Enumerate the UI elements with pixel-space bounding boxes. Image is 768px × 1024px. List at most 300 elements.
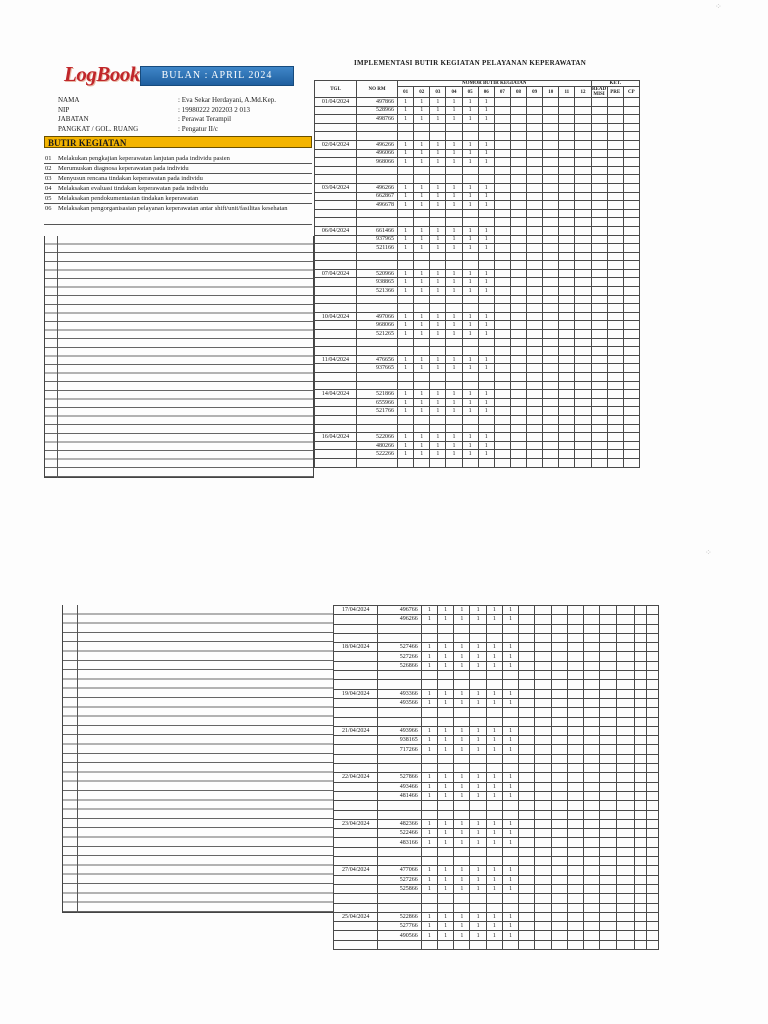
activity-mark-cell: 1 xyxy=(446,433,462,442)
table-row xyxy=(334,652,659,661)
blank-cell xyxy=(535,847,551,856)
activity-mark-cell xyxy=(600,838,616,847)
blank-cell xyxy=(494,415,510,424)
activity-mark-cell xyxy=(567,643,583,652)
activity-mark-cell xyxy=(494,192,510,201)
blank-cell xyxy=(584,847,600,856)
code-header: 08 xyxy=(510,87,526,98)
activity-mark-cell: 1 xyxy=(462,390,478,399)
ket-cell xyxy=(607,407,623,416)
blank-cell xyxy=(494,166,510,175)
ket-cell xyxy=(623,355,639,364)
activity-mark-cell: 1 xyxy=(446,407,462,416)
activity-mark-cell xyxy=(559,364,575,373)
activity-mark-cell xyxy=(494,149,510,158)
blank-row xyxy=(315,424,640,433)
activity-number: 04 xyxy=(45,185,52,192)
table-row xyxy=(334,875,659,884)
table-row xyxy=(315,433,640,442)
blank-row xyxy=(315,252,640,261)
blank-cell xyxy=(462,415,478,424)
blank-cell xyxy=(559,132,575,141)
blank-cell xyxy=(647,847,659,856)
blank-cell xyxy=(470,940,486,949)
blank-cell xyxy=(478,261,494,270)
activity-number: 02 xyxy=(45,165,52,172)
date-cell xyxy=(334,652,378,661)
blank-row xyxy=(334,847,659,856)
blank-cell xyxy=(591,166,607,175)
activity-item xyxy=(44,194,312,204)
ket-cell xyxy=(623,158,639,167)
blank-cell xyxy=(378,754,421,763)
ket-cell xyxy=(635,745,647,754)
ket-cell xyxy=(647,689,659,698)
blank-cell xyxy=(357,424,398,433)
blank-cell xyxy=(398,373,414,382)
activity-mark-cell: 1 xyxy=(414,201,430,210)
activity-mark-cell xyxy=(551,875,567,884)
activity-mark-cell xyxy=(494,390,510,399)
activity-mark-cell: 1 xyxy=(454,875,470,884)
rm-cell: 527866 xyxy=(378,773,421,782)
activity-mark-cell xyxy=(510,140,526,149)
activity-mark-cell xyxy=(510,183,526,192)
blank-cell xyxy=(398,166,414,175)
blank-cell xyxy=(519,671,535,680)
activity-mark-cell: 1 xyxy=(486,698,502,707)
code-header: 04 xyxy=(446,87,462,98)
activity-mark-cell xyxy=(600,912,616,921)
activity-mark-cell: 1 xyxy=(446,149,462,158)
rm-cell: 522266 xyxy=(357,450,398,459)
blank-cell xyxy=(378,894,421,903)
blank-cell xyxy=(510,261,526,270)
blank-cell xyxy=(623,295,639,304)
activity-mark-cell xyxy=(510,390,526,399)
table-row xyxy=(315,407,640,416)
activity-mark-cell: 1 xyxy=(437,745,453,754)
activity-mark-cell: 1 xyxy=(502,661,518,670)
activity-mark-cell xyxy=(535,643,551,652)
blank-cell xyxy=(494,132,510,141)
date-cell: 16/04/2024 xyxy=(315,433,357,442)
blank-cell xyxy=(510,381,526,390)
activity-mark-cell: 1 xyxy=(398,390,414,399)
blank-cell xyxy=(494,261,510,270)
activity-mark-cell: 1 xyxy=(437,726,453,735)
activity-mark-cell: 1 xyxy=(470,773,486,782)
blank-cell xyxy=(378,671,421,680)
ket-cell xyxy=(635,838,647,847)
activity-mark-cell xyxy=(559,450,575,459)
blank-cell xyxy=(437,903,453,912)
blank-cell xyxy=(502,764,518,773)
activity-mark-cell: 1 xyxy=(446,330,462,339)
activity-mark-cell xyxy=(510,106,526,115)
blank-cell xyxy=(357,218,398,227)
ket-cell xyxy=(623,364,639,373)
activity-mark-cell xyxy=(510,192,526,201)
blank-cell xyxy=(623,347,639,356)
blank-cell xyxy=(437,801,453,810)
blank-row xyxy=(334,903,659,912)
blank-cell xyxy=(591,373,607,382)
activity-mark-cell xyxy=(575,398,591,407)
activity-mark-cell xyxy=(494,183,510,192)
activity-mark-cell xyxy=(567,931,583,940)
activity-mark-cell: 1 xyxy=(421,791,437,800)
activity-mark-cell: 1 xyxy=(414,226,430,235)
col-tgl-header: TGL xyxy=(315,81,357,98)
activity-mark-cell: 1 xyxy=(502,773,518,782)
blank-cell xyxy=(647,717,659,726)
activity-mark-cell xyxy=(575,244,591,253)
blank-row xyxy=(315,381,640,390)
activity-table-page-1 xyxy=(314,80,640,468)
rm-cell: 493566 xyxy=(378,698,421,707)
blank-cell xyxy=(502,810,518,819)
activity-number: 01 xyxy=(45,155,52,162)
blank-cell xyxy=(414,381,430,390)
blank-cell xyxy=(559,347,575,356)
activity-mark-cell xyxy=(510,321,526,330)
blank-cell xyxy=(462,304,478,313)
activity-mark-cell: 1 xyxy=(430,226,446,235)
ket-cell xyxy=(616,643,634,652)
blank-cell xyxy=(398,209,414,218)
activity-mark-cell: 1 xyxy=(478,433,494,442)
rm-cell: 498766 xyxy=(357,115,398,124)
activity-mark-cell xyxy=(559,330,575,339)
blank-cell xyxy=(551,903,567,912)
activity-mark-cell xyxy=(575,183,591,192)
activity-mark-cell xyxy=(543,450,559,459)
blank-cell xyxy=(591,338,607,347)
blank-cell xyxy=(334,671,378,680)
activity-mark-cell: 1 xyxy=(486,661,502,670)
blank-cell xyxy=(635,801,647,810)
activity-mark-cell xyxy=(543,244,559,253)
blank-cell xyxy=(600,801,616,810)
blank-cell xyxy=(591,304,607,313)
activity-mark-cell: 1 xyxy=(414,244,430,253)
table-row xyxy=(334,773,659,782)
blank-cell xyxy=(607,304,623,313)
activity-mark-cell xyxy=(535,615,551,624)
activity-mark-cell xyxy=(584,829,600,838)
blank-row xyxy=(334,671,659,680)
activity-mark-cell: 1 xyxy=(446,183,462,192)
activity-mark-cell: 1 xyxy=(470,838,486,847)
blank-cell xyxy=(315,175,357,184)
blank-cell xyxy=(378,633,421,642)
blank-cell xyxy=(357,347,398,356)
blank-cell xyxy=(647,894,659,903)
blank-cell xyxy=(446,304,462,313)
blank-cell xyxy=(551,754,567,763)
activity-mark-cell: 1 xyxy=(398,140,414,149)
blank-cell xyxy=(430,424,446,433)
blank-cell xyxy=(462,424,478,433)
activity-mark-cell xyxy=(494,407,510,416)
activity-mark-cell xyxy=(551,606,567,615)
ket-cell xyxy=(623,433,639,442)
activity-mark-cell xyxy=(575,269,591,278)
blank-cell xyxy=(600,940,616,949)
blank-cell xyxy=(446,338,462,347)
activity-mark-cell xyxy=(527,450,543,459)
activity-mark-cell: 1 xyxy=(478,98,494,107)
blank-row xyxy=(315,175,640,184)
blank-cell xyxy=(567,764,583,773)
activity-text: Melaksakan pengorganisasian pelayanan keperawatan antar shift/unit/fasilitas kesehatan xyxy=(58,205,288,212)
activity-mark-cell: 1 xyxy=(437,661,453,670)
ket-cell xyxy=(607,115,623,124)
activity-mark-cell xyxy=(575,312,591,321)
blank-cell xyxy=(446,373,462,382)
blank-cell xyxy=(551,894,567,903)
blank-cell xyxy=(559,123,575,132)
activity-mark-cell xyxy=(600,606,616,615)
blank-cell xyxy=(607,209,623,218)
blank-cell xyxy=(315,424,357,433)
activity-mark-cell xyxy=(510,450,526,459)
blank-cell xyxy=(421,940,437,949)
blank-cell xyxy=(454,680,470,689)
blank-cell xyxy=(454,708,470,717)
activity-mark-cell: 1 xyxy=(462,106,478,115)
column-divider xyxy=(57,236,58,478)
blank-cell xyxy=(454,801,470,810)
ket-cell xyxy=(635,866,647,875)
ket-cell xyxy=(591,287,607,296)
activity-mark-cell: 1 xyxy=(454,912,470,921)
activity-mark-cell: 1 xyxy=(486,922,502,931)
activity-mark-cell: 1 xyxy=(470,661,486,670)
ket-cell xyxy=(607,312,623,321)
date-cell xyxy=(315,235,357,244)
blank-cell xyxy=(437,708,453,717)
activity-mark-cell: 1 xyxy=(421,661,437,670)
activity-mark-cell: 1 xyxy=(421,615,437,624)
blank-cell xyxy=(454,847,470,856)
ket-cell xyxy=(591,407,607,416)
activity-mark-cell xyxy=(543,158,559,167)
blank-cell xyxy=(430,304,446,313)
ket-cell xyxy=(623,106,639,115)
activity-mark-cell xyxy=(535,736,551,745)
activity-mark-cell: 1 xyxy=(462,398,478,407)
activity-mark-cell: 1 xyxy=(421,819,437,828)
rm-cell: 497066 xyxy=(357,312,398,321)
blank-cell xyxy=(519,940,535,949)
blank-cell xyxy=(543,304,559,313)
activity-mark-cell xyxy=(567,866,583,875)
activity-mark-cell: 1 xyxy=(470,884,486,893)
activity-mark-cell: 1 xyxy=(462,244,478,253)
activity-mark-cell: 1 xyxy=(446,450,462,459)
blank-row xyxy=(315,123,640,132)
table-row xyxy=(315,140,640,149)
blank-cell xyxy=(543,373,559,382)
activity-mark-cell xyxy=(519,912,535,921)
activity-mark-cell: 1 xyxy=(437,643,453,652)
blank-cell xyxy=(510,123,526,132)
blank-cell xyxy=(470,764,486,773)
blank-cell xyxy=(647,708,659,717)
activity-mark-cell: 1 xyxy=(430,183,446,192)
blank-cell xyxy=(430,347,446,356)
activity-mark-cell xyxy=(527,433,543,442)
activity-mark-cell xyxy=(551,931,567,940)
blank-cell xyxy=(567,708,583,717)
blank-cell xyxy=(398,132,414,141)
activity-mark-cell xyxy=(600,782,616,791)
code-header: 11 xyxy=(559,87,575,98)
activity-mark-cell xyxy=(559,98,575,107)
activity-mark-cell xyxy=(567,829,583,838)
activity-mark-cell xyxy=(535,884,551,893)
blank-cell xyxy=(600,717,616,726)
activity-mark-cell xyxy=(519,606,535,615)
activity-mark-cell xyxy=(551,689,567,698)
activity-mark-cell: 1 xyxy=(486,829,502,838)
activity-mark-cell: 1 xyxy=(421,838,437,847)
blank-cell xyxy=(446,166,462,175)
activity-mark-cell xyxy=(584,884,600,893)
blank-cell xyxy=(398,295,414,304)
blank-cell xyxy=(575,252,591,261)
blank-cell xyxy=(527,373,543,382)
activity-mark-cell: 1 xyxy=(421,782,437,791)
activity-mark-cell xyxy=(575,390,591,399)
blank-row xyxy=(334,754,659,763)
blank-cell xyxy=(543,175,559,184)
activity-mark-cell: 1 xyxy=(437,606,453,615)
ket-cell xyxy=(607,390,623,399)
activity-mark-cell: 1 xyxy=(462,201,478,210)
blank-cell xyxy=(600,624,616,633)
blank-cell xyxy=(334,717,378,726)
blank-cell xyxy=(398,175,414,184)
blank-cell xyxy=(478,132,494,141)
date-cell xyxy=(315,115,357,124)
activity-mark-cell xyxy=(584,643,600,652)
activity-mark-cell xyxy=(584,606,600,615)
activity-mark-cell xyxy=(600,745,616,754)
activity-mark-cell: 1 xyxy=(470,866,486,875)
activity-mark-cell: 1 xyxy=(437,866,453,875)
blank-cell xyxy=(584,801,600,810)
rm-cell: 496678 xyxy=(357,201,398,210)
activity-mark-cell: 1 xyxy=(486,912,502,921)
activity-table-page-2 xyxy=(333,605,659,950)
scan-speck: ⁘ xyxy=(705,548,712,557)
blank-cell xyxy=(591,381,607,390)
rm-cell: 521166 xyxy=(357,244,398,253)
blank-cell xyxy=(567,857,583,866)
activity-mark-cell: 1 xyxy=(398,235,414,244)
ket-cell xyxy=(647,736,659,745)
blank-cell xyxy=(398,338,414,347)
ket-cell xyxy=(607,450,623,459)
activity-mark-cell xyxy=(543,441,559,450)
activity-mark-cell: 1 xyxy=(437,819,453,828)
activity-mark-cell xyxy=(527,149,543,158)
activity-mark-cell xyxy=(559,106,575,115)
blank-cell xyxy=(519,801,535,810)
activity-mark-cell: 1 xyxy=(502,838,518,847)
blank-cell xyxy=(494,123,510,132)
blank-row xyxy=(334,810,659,819)
ket-cell xyxy=(623,244,639,253)
blank-cell xyxy=(462,218,478,227)
activity-mark-cell xyxy=(494,364,510,373)
activity-mark-cell xyxy=(600,652,616,661)
blank-cell xyxy=(551,671,567,680)
activity-mark-cell xyxy=(559,390,575,399)
activity-mark-cell: 1 xyxy=(430,201,446,210)
activity-mark-cell xyxy=(559,355,575,364)
activity-item xyxy=(44,204,312,225)
blank-cell xyxy=(357,252,398,261)
activity-mark-cell: 1 xyxy=(430,441,446,450)
ket-cell xyxy=(616,875,634,884)
blank-cell xyxy=(584,940,600,949)
ket-cell xyxy=(647,931,659,940)
activity-mark-cell xyxy=(584,736,600,745)
ket-cell xyxy=(635,773,647,782)
activity-mark-cell xyxy=(584,791,600,800)
activity-mark-cell xyxy=(543,287,559,296)
table-row xyxy=(334,782,659,791)
activity-mark-cell xyxy=(575,355,591,364)
ket-cell xyxy=(635,912,647,921)
table-row xyxy=(315,278,640,287)
blank-cell xyxy=(616,680,634,689)
activity-text: Menyusun rencana tindakan keperawatan pada individu xyxy=(58,175,203,182)
rm-cell: 481466 xyxy=(378,791,421,800)
activity-mark-cell xyxy=(519,726,535,735)
code-header: 02 xyxy=(414,87,430,98)
blank-cell xyxy=(535,903,551,912)
blank-cell xyxy=(567,633,583,642)
blank-cell xyxy=(454,857,470,866)
blank-cell xyxy=(519,857,535,866)
blank-cell xyxy=(502,754,518,763)
blank-cell xyxy=(623,415,639,424)
blank-cell xyxy=(494,458,510,467)
activity-mark-cell: 1 xyxy=(454,652,470,661)
date-cell xyxy=(315,201,357,210)
activity-mark-cell: 1 xyxy=(470,736,486,745)
ket-cell xyxy=(616,689,634,698)
blank-cell xyxy=(486,810,502,819)
activity-mark-cell xyxy=(510,312,526,321)
ket-cell xyxy=(647,773,659,782)
blank-cell xyxy=(430,295,446,304)
activity-mark-cell: 1 xyxy=(462,158,478,167)
activity-item xyxy=(44,174,312,184)
blank-cell xyxy=(478,252,494,261)
ket-cell xyxy=(635,698,647,707)
blank-cell xyxy=(510,175,526,184)
code-header: 07 xyxy=(494,87,510,98)
activity-mark-cell: 1 xyxy=(430,235,446,244)
ket-cell xyxy=(623,98,639,107)
activity-mark-cell xyxy=(527,278,543,287)
